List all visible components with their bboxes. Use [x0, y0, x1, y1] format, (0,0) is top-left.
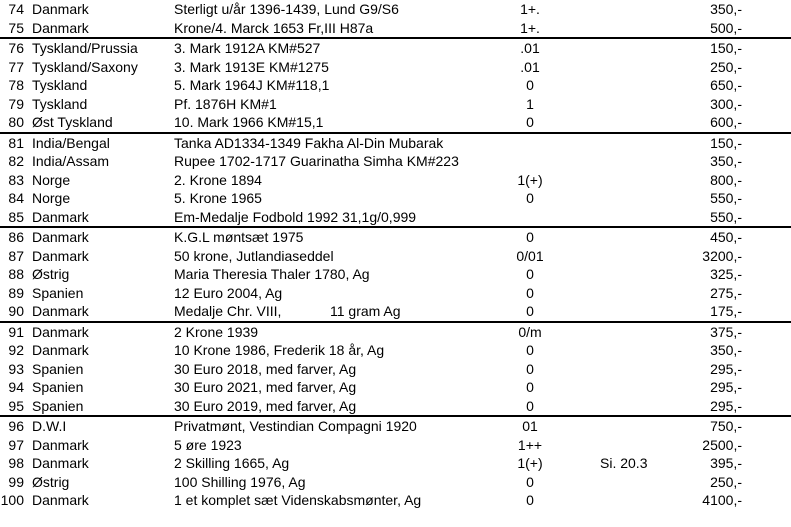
- description: 50 krone, Jutlandiaseddel: [174, 247, 334, 264]
- table-row: [0, 436, 791, 455]
- description: K.G.L møntsæt 1975: [174, 229, 304, 245]
- lot-number: 93: [8, 360, 24, 377]
- lot-number: 81: [8, 134, 24, 151]
- country: Østrig: [32, 266, 70, 282]
- grade: 01: [522, 418, 538, 434]
- price: 325,-: [710, 266, 742, 282]
- country: India/Assam: [32, 153, 110, 169]
- price: 550,-: [710, 190, 742, 206]
- grade: 0: [526, 284, 534, 301]
- grade: 0/m: [518, 323, 542, 340]
- description: 2 Skilling 1665, Ag: [174, 455, 290, 471]
- grade: 0: [526, 397, 534, 414]
- grade: 0: [526, 379, 534, 395]
- lot-number: 88: [8, 266, 24, 282]
- country: Spanien: [32, 397, 84, 414]
- country: Spanien: [32, 379, 84, 395]
- country: Østrig: [32, 473, 70, 490]
- lot-number: 86: [8, 229, 24, 245]
- grade: 0: [526, 229, 534, 245]
- description: 100 Shilling 1976, Ag: [174, 473, 306, 490]
- country: India/Bengal: [32, 134, 110, 151]
- lot-number: 96: [8, 418, 24, 434]
- country: Danmark: [32, 323, 89, 340]
- lot-number: 84: [8, 190, 24, 206]
- price: 3200,-: [702, 247, 742, 264]
- table-row: [0, 473, 791, 492]
- price: 650,-: [710, 77, 742, 93]
- lot-number: 90: [8, 303, 24, 319]
- price: 2500,-: [702, 436, 742, 453]
- lot-number: 79: [8, 95, 24, 112]
- lot-number: 87: [8, 247, 24, 264]
- table-row: [0, 132, 791, 153]
- lot-number: 80: [8, 114, 24, 130]
- lot-number: 74: [8, 1, 24, 17]
- description: Medalje Chr. VIII,: [174, 303, 282, 319]
- table-row: [0, 454, 791, 473]
- price: 375,-: [710, 323, 742, 340]
- table-row: [0, 189, 791, 208]
- table-row: [0, 113, 791, 132]
- lot-number: 95: [8, 397, 24, 414]
- description: 5. Krone 1965: [174, 190, 262, 206]
- country: Norge: [32, 190, 71, 206]
- description: Sterligt u/år 1396-1439, Lund G9/S6: [174, 1, 399, 17]
- description: Tanka AD1334-1349 Fakha Al-Din Mubarak: [174, 134, 444, 151]
- table-row: [0, 19, 791, 38]
- grade: 0: [526, 473, 534, 490]
- grade: 0: [526, 77, 534, 93]
- description: 30 Euro 2021, med farver, Ag: [174, 379, 357, 395]
- country: Tyskland: [32, 95, 88, 112]
- country: Danmark: [32, 492, 89, 508]
- lot-number: 91: [8, 323, 24, 340]
- country: Danmark: [32, 19, 89, 36]
- price: 295,-: [710, 360, 742, 377]
- price: 150,-: [710, 40, 742, 56]
- grade: 0: [526, 342, 534, 358]
- price: 300,-: [710, 95, 742, 112]
- lot-number: 75: [8, 19, 24, 36]
- description: 1 et komplet sæt Videnskabsmønter, Ag: [174, 492, 422, 508]
- lot-number: 94: [8, 379, 24, 395]
- price: 175,-: [710, 303, 742, 319]
- country: Danmark: [32, 436, 89, 453]
- price: 800,-: [710, 171, 742, 188]
- country: Tyskland/Prussia: [32, 40, 138, 56]
- country: Tyskland/Saxony: [32, 58, 138, 75]
- table-row: [0, 152, 791, 171]
- grade: 1(+): [517, 171, 543, 188]
- price: 550,-: [710, 208, 742, 225]
- table-row: [0, 397, 791, 416]
- price: 600,-: [710, 114, 742, 130]
- price: 295,-: [710, 379, 742, 395]
- table-row: [0, 76, 791, 95]
- grade: 0: [526, 360, 534, 377]
- description: 30 Euro 2018, med farver, Ag: [174, 360, 357, 377]
- price: 350,-: [710, 342, 742, 358]
- price: 250,-: [710, 58, 742, 75]
- grade: .01: [520, 40, 540, 56]
- description: 5. Mark 1964J KM#118,1: [174, 77, 330, 93]
- country: Tyskland: [32, 77, 88, 93]
- table-row: [0, 321, 791, 342]
- lot-number: 82: [8, 153, 24, 169]
- price: 350,-: [710, 153, 742, 169]
- table-row: [0, 491, 791, 510]
- table-row: [0, 341, 791, 360]
- country: Norge: [32, 171, 71, 188]
- price: 295,-: [710, 397, 742, 414]
- table-row: [0, 37, 791, 58]
- description: 3. Mark 1912A KM#527: [174, 40, 321, 56]
- grade: .01: [520, 58, 540, 75]
- description: 12 Euro 2004, Ag: [174, 284, 283, 301]
- table-row: [0, 208, 791, 227]
- grade: 0: [526, 190, 534, 206]
- lot-number: 77: [8, 58, 24, 75]
- grade: 1++: [517, 436, 543, 453]
- description: Maria Theresia Thaler 1780, Ag: [174, 266, 370, 282]
- description: 30 Euro 2019, med farver, Ag: [174, 397, 357, 414]
- grade: 0: [526, 492, 534, 508]
- description: Em-Medalje Fodbold 1992 31,1g/0,999: [174, 208, 417, 225]
- lot-number: 100: [0, 492, 24, 508]
- country: Danmark: [32, 247, 89, 264]
- country: D.W.I: [32, 418, 67, 434]
- table-row: [0, 171, 791, 190]
- country: Øst Tyskland: [32, 114, 113, 130]
- price: 275,-: [710, 284, 742, 301]
- lot-number: 89: [8, 284, 24, 301]
- description: Krone/4. Marck 1653 Fr,III H87a: [174, 19, 374, 36]
- country: Danmark: [32, 229, 89, 245]
- grade: 0/01: [516, 247, 544, 264]
- lot-number: 76: [8, 40, 24, 56]
- description: 10 Krone 1986, Frederik 18 år, Ag: [174, 342, 385, 358]
- description-extra: 11 gram Ag: [330, 303, 401, 319]
- lot-number: 99: [8, 473, 24, 490]
- country: Danmark: [32, 342, 89, 358]
- table-row: [0, 247, 791, 266]
- table-row: [0, 0, 791, 19]
- lot-number: 98: [8, 455, 24, 471]
- description: 5 øre 1923: [174, 436, 242, 453]
- grade: 1: [526, 95, 534, 112]
- table-row: [0, 58, 791, 77]
- description: 2 Krone 1939: [174, 323, 259, 340]
- country: Spanien: [32, 284, 84, 301]
- table-row: [0, 302, 791, 321]
- table-row: [0, 415, 791, 436]
- price: 395,-: [710, 455, 742, 471]
- table-row: [0, 226, 791, 247]
- price: 4100,-: [702, 492, 742, 508]
- description: Pf. 1876H KM#1: [174, 95, 277, 112]
- grade: 1+.: [520, 19, 540, 36]
- country: Danmark: [32, 208, 89, 225]
- grade: 1(+): [517, 455, 543, 471]
- grade: 1+.: [520, 1, 540, 17]
- grade: 0: [526, 303, 534, 319]
- country: Danmark: [32, 455, 89, 471]
- description: Rupee 1702-1717 Guarinatha Simha KM#223: [174, 153, 459, 169]
- price: 750,-: [710, 418, 742, 434]
- table-row: [0, 265, 791, 284]
- table-row: [0, 360, 791, 379]
- lot-number: 92: [8, 342, 24, 358]
- lot-number: 97: [8, 436, 24, 453]
- price: 350,-: [710, 1, 742, 17]
- description: 10. Mark 1966 KM#15,1: [174, 114, 324, 130]
- table-row: [0, 284, 791, 303]
- description: Privatmønt, Vestindian Compagni 1920: [174, 418, 417, 434]
- grade: 0: [526, 266, 534, 282]
- reference: Si. 20.3: [600, 455, 648, 471]
- country: Danmark: [32, 303, 89, 319]
- country: Danmark: [32, 1, 89, 17]
- description: 3. Mark 1913E KM#1275: [174, 58, 329, 75]
- table-row: [0, 378, 791, 397]
- price: 450,-: [710, 229, 742, 245]
- country: Spanien: [32, 360, 84, 377]
- lot-number: 78: [8, 77, 24, 93]
- price: 150,-: [710, 134, 742, 151]
- price: 500,-: [710, 19, 742, 36]
- description: 2. Krone 1894: [174, 171, 262, 188]
- price: 250,-: [710, 473, 742, 490]
- grade: 0: [526, 114, 534, 130]
- lot-number: 83: [8, 171, 24, 188]
- lot-number: 85: [8, 208, 24, 225]
- table-row: [0, 95, 791, 114]
